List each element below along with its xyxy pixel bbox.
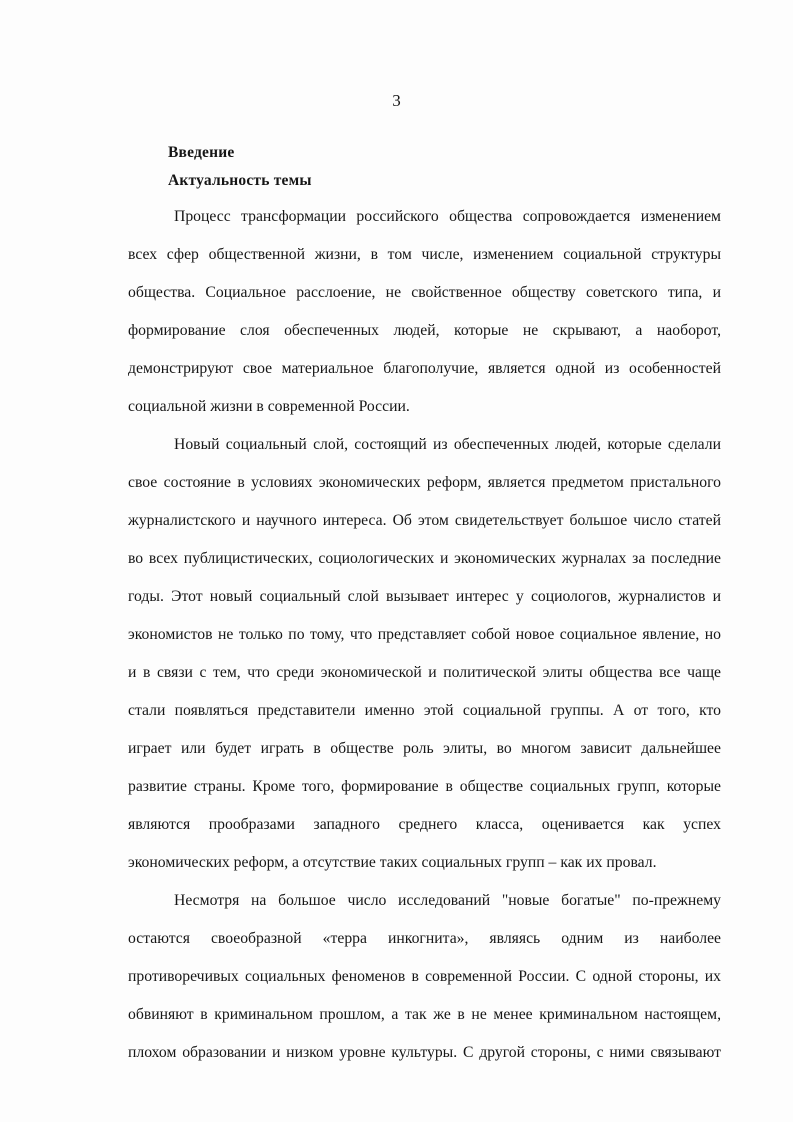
paragraph-2-line-1: Новый социальный слой, состоящий из обеспеченных людей, которые сделали [174, 436, 721, 453]
paragraph-3-line-1: Несмотря на большое число исследований "новые богатые" по-прежнему [174, 892, 721, 909]
paragraph-1-line-4: формирование слоя обеспеченных людей, которые не скрывают, а наоборот, [128, 322, 721, 339]
paragraph-3-line-2: остаются своеобразной «терра инкогнита», являясь одним из наиболее [128, 930, 721, 947]
paragraph-1-line-3: общества. Социальное расслоение, не свойственное обществу советского типа, и [128, 284, 721, 301]
paragraph-2-line-8: стали появляться представители именно этой социальной группы. А от того, кто [128, 702, 721, 719]
paragraph-2-line-9: играет или будет играть в обществе роль элиты, во многом зависит дальнейшее [128, 740, 721, 757]
paragraph-1-line-6: социальной жизни в современной России. [128, 398, 410, 415]
section-heading-relevance: Актуальность темы [168, 172, 312, 189]
paragraph-3-line-3: противоречивых социальных феноменов в современной России. С одной стороны, их [128, 968, 721, 985]
section-heading-introduction: Введение [168, 144, 235, 161]
paragraph-2-line-4: во всех публицистических, социологических и экономических журналах за последние [128, 550, 721, 567]
paragraph-1-line-1: Процесс трансформации российского общества сопровождается изменением [174, 208, 721, 225]
paragraph-2-line-11: являются прообразами западного среднего класса, оценивается как успех [128, 816, 721, 833]
paragraph-2-line-5: годы. Этот новый социальный слой вызывает интерес у социологов, журналистов и [128, 588, 721, 605]
paragraph-1-line-2: всех сфер общественной жизни, в том числе, изменением социальной структуры [128, 246, 721, 263]
paragraph-2-line-6: экономистов не только по тому, что представляет собой новое социальное явление, но [128, 626, 721, 643]
paragraph-2-line-10: развитие страны. Кроме того, формирование в обществе социальных групп, которые [128, 778, 721, 795]
paragraph-2-line-2: свое состояние в условиях экономических реформ, является предметом пристального [128, 474, 721, 491]
paragraph-2-line-12: экономических реформ, а отсутствие таких социальных групп – как их провал. [128, 854, 657, 871]
paragraph-1-line-5: демонстрируют свое материальное благополучие, является одной из особенностей [128, 360, 721, 377]
paragraph-3-line-4: обвиняют в криминальном прошлом, а так же в не менее криминальном настоящем, [128, 1006, 721, 1023]
page-number: 3 [392, 91, 401, 110]
paragraph-2-line-7: и в связи с тем, что среди экономической и политической элиты общества все чаще [128, 664, 721, 681]
paragraph-2-line-3: журналистского и научного интереса. Об этом свидетельствует большое число статей [128, 512, 721, 529]
paragraph-3-line-5: плохом образовании и низком уровне культуры. С другой стороны, с ними связывают [128, 1044, 721, 1061]
